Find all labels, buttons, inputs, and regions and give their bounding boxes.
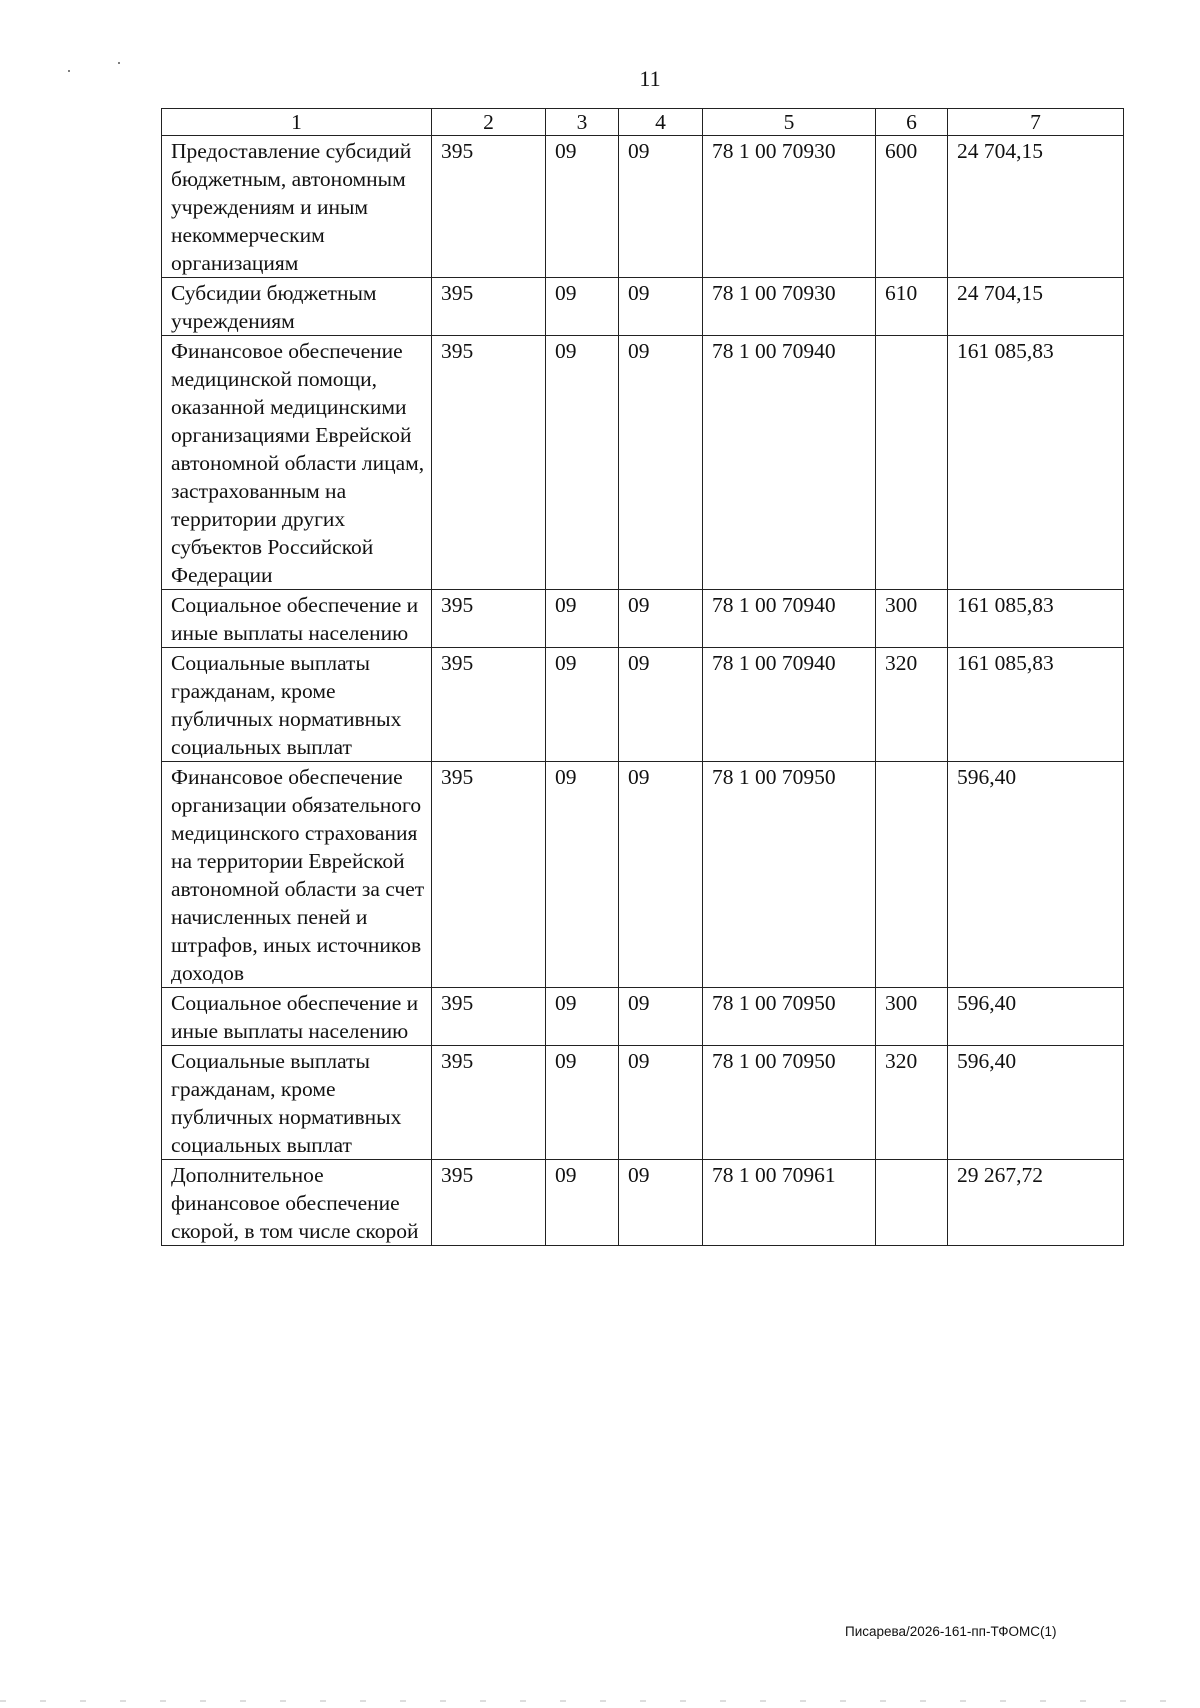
row-expense-type-cell: 300 (876, 590, 948, 648)
row-expense-type-cell (876, 762, 948, 988)
row-name-cell: Дополнительное финансовое обеспечение скорой, в том числе скорой (162, 1160, 432, 1246)
header-cell: 2 (432, 109, 546, 136)
row-subsection-cell: 09 (619, 278, 703, 336)
row-target-article-cell: 78 1 00 70940 (703, 648, 876, 762)
header-cell: 5 (703, 109, 876, 136)
row-name-cell: Предоставление субсидий бюджетным, автономным учреждениям и иным некоммерческим организациям (162, 136, 432, 278)
table-row (162, 648, 1124, 762)
row-code-cell: 395 (432, 336, 546, 590)
row-code-cell: 395 (432, 762, 546, 988)
row-name-cell: Субсидии бюджетным учреждениям (162, 278, 432, 336)
row-name-cell: Финансовое обеспечение организации обязательного медицинского страхования на территории Еврейской автономной области за счет начисленных пеней и штрафов, иных источников доходов (162, 762, 432, 988)
table-row (162, 136, 1124, 278)
document-footer-code: Писарева/2026-161-пп-ТФОМС(1) (845, 1624, 1057, 1639)
row-target-article-cell: 78 1 00 70950 (703, 1046, 876, 1160)
row-target-article-cell: 78 1 00 70950 (703, 988, 876, 1046)
row-section-cell: 09 (546, 336, 619, 590)
table-row (162, 336, 1124, 590)
row-amount-cell: 29 267,72 (948, 1160, 1124, 1246)
table-row (162, 590, 1124, 648)
row-section-cell: 09 (546, 1160, 619, 1246)
row-subsection-cell: 09 (619, 988, 703, 1046)
header-cell: 3 (546, 109, 619, 136)
row-amount-cell: 161 085,83 (948, 336, 1124, 590)
row-code-cell: 395 (432, 278, 546, 336)
table-row (162, 1160, 1124, 1246)
row-subsection-cell: 09 (619, 1046, 703, 1160)
table-row (162, 762, 1124, 988)
row-code-cell: 395 (432, 1046, 546, 1160)
row-name-cell: Финансовое обеспечение медицинской помощи, оказанной медицинскими организациями Еврейской автономной области лицам, застрахованным на территории других субъектов Российской Федерации (162, 336, 432, 590)
row-target-article-cell: 78 1 00 70961 (703, 1160, 876, 1246)
row-subsection-cell: 09 (619, 648, 703, 762)
row-expense-type-cell: 610 (876, 278, 948, 336)
header-cell: 6 (876, 109, 948, 136)
header-cell: 1 (162, 109, 432, 136)
row-section-cell: 09 (546, 988, 619, 1046)
row-section-cell: 09 (546, 1046, 619, 1160)
row-section-cell: 09 (546, 762, 619, 988)
row-code-cell: 395 (432, 136, 546, 278)
row-subsection-cell: 09 (619, 336, 703, 590)
row-code-cell: 395 (432, 648, 546, 762)
scan-edge-noise (0, 1700, 1200, 1702)
scan-speck (118, 62, 120, 64)
header-cell: 4 (619, 109, 703, 136)
table-row (162, 1046, 1124, 1160)
table-row (162, 988, 1124, 1046)
row-amount-cell: 596,40 (948, 988, 1124, 1046)
row-subsection-cell: 09 (619, 136, 703, 278)
row-target-article-cell: 78 1 00 70930 (703, 278, 876, 336)
row-name-cell: Социальные выплаты гражданам, кроме публичных нормативных социальных выплат (162, 648, 432, 762)
row-target-article-cell: 78 1 00 70940 (703, 590, 876, 648)
row-name-cell: Социальное обеспечение и иные выплаты населению (162, 590, 432, 648)
row-section-cell: 09 (546, 590, 619, 648)
row-expense-type-cell: 300 (876, 988, 948, 1046)
row-amount-cell: 161 085,83 (948, 648, 1124, 762)
row-code-cell: 395 (432, 988, 546, 1046)
row-amount-cell: 24 704,15 (948, 278, 1124, 336)
row-section-cell: 09 (546, 278, 619, 336)
budget-table (161, 108, 1124, 1246)
row-subsection-cell: 09 (619, 762, 703, 988)
row-subsection-cell: 09 (619, 1160, 703, 1246)
row-code-cell: 395 (432, 1160, 546, 1246)
table-header-row (162, 109, 1124, 136)
row-section-cell: 09 (546, 648, 619, 762)
row-subsection-cell: 09 (619, 590, 703, 648)
row-target-article-cell: 78 1 00 70930 (703, 136, 876, 278)
header-cell: 7 (948, 109, 1124, 136)
row-expense-type-cell (876, 1160, 948, 1246)
row-expense-type-cell: 320 (876, 1046, 948, 1160)
row-name-cell: Социальные выплаты гражданам, кроме публичных нормативных социальных выплат (162, 1046, 432, 1160)
row-target-article-cell: 78 1 00 70940 (703, 336, 876, 590)
row-amount-cell: 24 704,15 (948, 136, 1124, 278)
row-amount-cell: 161 085,83 (948, 590, 1124, 648)
row-expense-type-cell: 320 (876, 648, 948, 762)
row-amount-cell: 596,40 (948, 1046, 1124, 1160)
row-section-cell: 09 (546, 136, 619, 278)
page-number: 11 (639, 66, 661, 91)
row-expense-type-cell (876, 336, 948, 590)
row-target-article-cell: 78 1 00 70950 (703, 762, 876, 988)
table-row (162, 278, 1124, 336)
row-name-cell: Социальное обеспечение и иные выплаты населению (162, 988, 432, 1046)
row-code-cell: 395 (432, 590, 546, 648)
row-expense-type-cell: 600 (876, 136, 948, 278)
row-amount-cell: 596,40 (948, 762, 1124, 988)
